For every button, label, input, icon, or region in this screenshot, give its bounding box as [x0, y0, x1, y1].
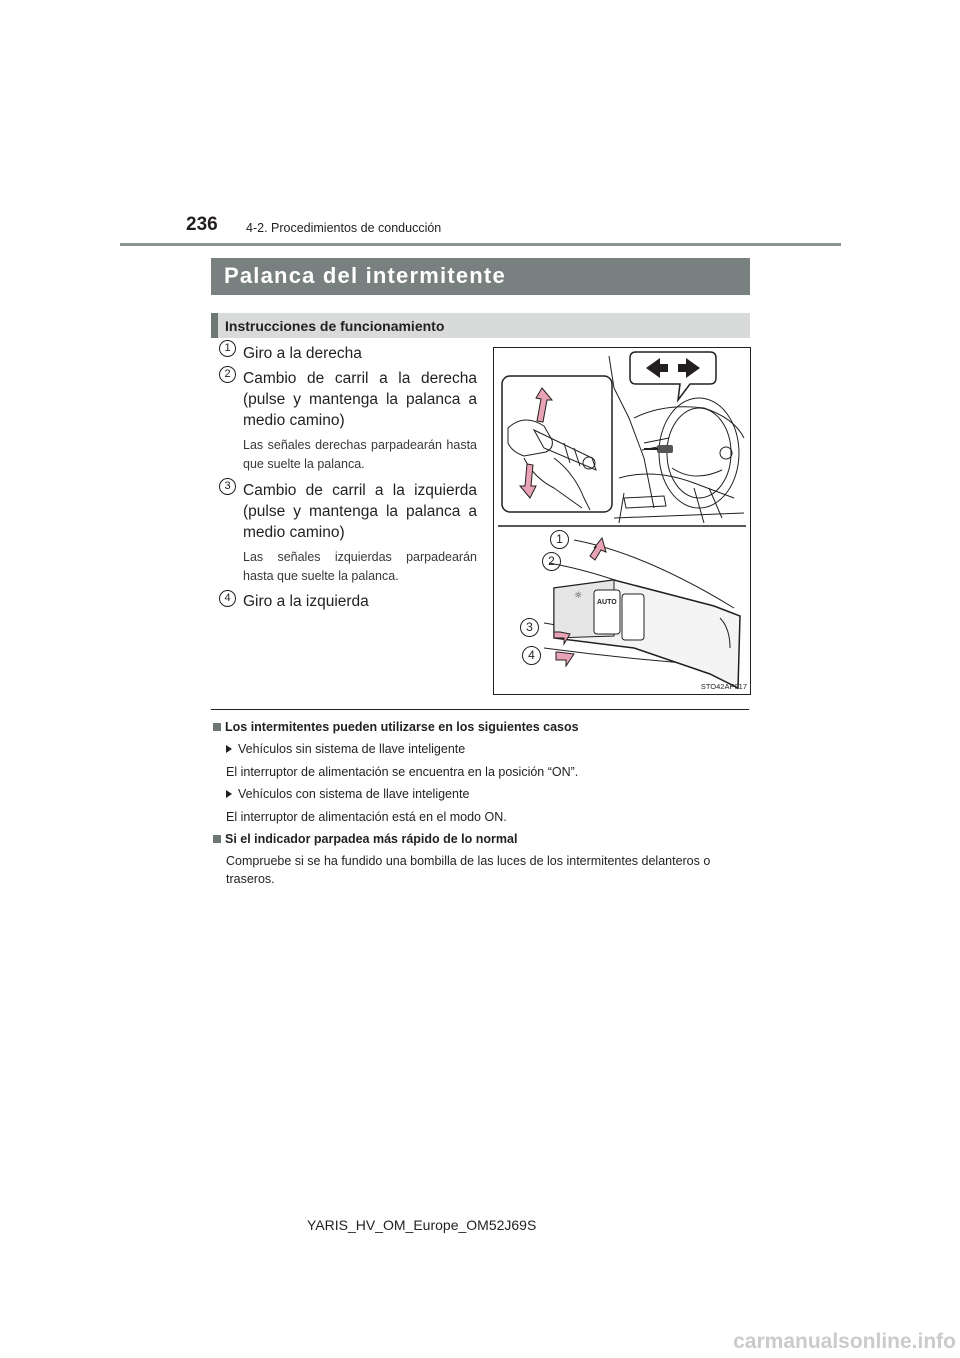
figure-callout-4: 4	[522, 646, 541, 665]
turn-signal-figure	[493, 347, 751, 695]
note-heading-2-text: Si el indicador parpadea más rápido de lo normal	[225, 832, 518, 846]
note-heading-2	[213, 832, 517, 846]
page-number: 236	[186, 214, 218, 235]
note-case-1-text: El interruptor de alimentación se encuentra en la posición “ON”.	[226, 765, 579, 779]
triangle-bullet-icon	[226, 745, 232, 753]
figure-callout-3: 3	[520, 618, 539, 637]
item-number-1: 1	[219, 340, 236, 357]
item-number-2: 2	[219, 366, 236, 383]
section-rule	[211, 709, 749, 710]
note-case-1-label	[226, 742, 465, 756]
figure-illustration	[494, 348, 750, 694]
note-2-text: Compruebe si se ha fundido una bombilla de las luces de los intermitentes delanteros o traseros.	[226, 854, 711, 886]
watermark: carmanualsonline.info	[733, 1330, 956, 1353]
title-band	[211, 258, 750, 295]
triangle-bullet-icon	[226, 790, 232, 798]
note-case-1-label-text: Vehículos sin sistema de llave inteligente	[238, 742, 466, 756]
note-heading-1	[213, 720, 579, 734]
switch-label-auto: AUTO	[597, 599, 617, 606]
item-number-3: 3	[219, 478, 236, 495]
square-bullet-icon	[213, 723, 221, 731]
section-reference: 4-2. Procedimientos de conducción	[246, 221, 442, 235]
item-number-4: 4	[219, 590, 236, 607]
note-case-2-label-text: Vehículos con sistema de llave inteligente	[238, 787, 470, 801]
item-note-3: Las señales izquierdas parpadearán hasta que suelte la palanca.	[243, 550, 477, 583]
item-text-2: Cambio de carril a la derecha (pulse y mantenga la palanca a medio camino)	[243, 370, 477, 429]
item-text-4: Giro a la izquierda	[243, 593, 369, 610]
figure-code: STO42AP017	[700, 682, 747, 691]
page-title: Palanca del intermitente	[224, 263, 506, 288]
note-case-2-label	[226, 787, 469, 801]
svg-text:☼: ☼	[574, 591, 583, 601]
square-bullet-icon	[213, 835, 221, 843]
figure-callout-1: 1	[550, 530, 569, 549]
item-text-1: Giro a la derecha	[243, 345, 362, 362]
item-note-2: Las señales derechas parpadearán hasta que suelte la palanca.	[243, 438, 477, 471]
subsection-band	[211, 313, 750, 338]
item-text-3: Cambio de carril a la izquierda (pulse y mantenga la palanca a medio camino)	[243, 482, 477, 541]
header-rule	[120, 243, 841, 246]
figure-callout-2: 2	[542, 552, 561, 571]
footer-doc-id: YARIS_HV_OM_Europe_OM52J69S	[307, 1217, 537, 1233]
note-heading-1-text: Los intermitentes pueden utilizarse en los siguientes casos	[225, 720, 579, 734]
subsection-title: Instrucciones de funcionamiento	[225, 318, 445, 334]
note-case-2-text: El interruptor de alimentación está en el modo ON.	[226, 810, 507, 824]
subsection-marker	[211, 313, 218, 338]
